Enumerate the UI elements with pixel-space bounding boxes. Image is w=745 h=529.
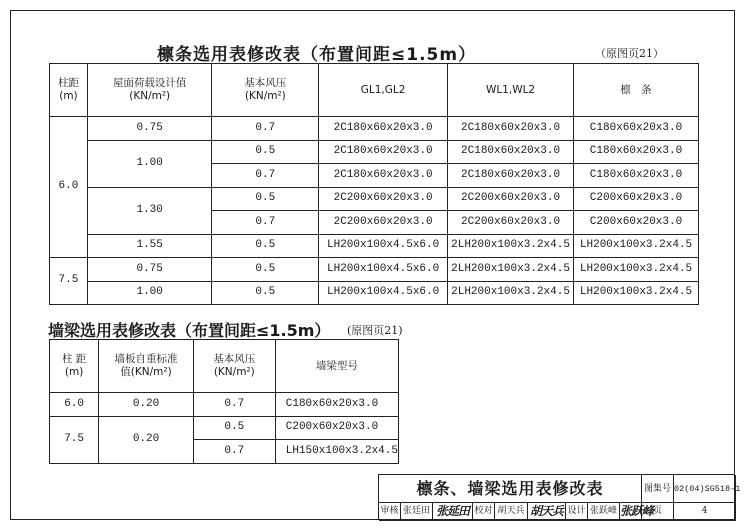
span-cell: 7.5 — [50, 416, 99, 463]
purlin-table — [49, 63, 699, 305]
designer-name: 张跃峰 — [588, 503, 620, 521]
purlin-table-title: 檩条选用表修改表（布置间距≤1.5m） — [157, 45, 477, 65]
wl-cell: 2C180x60x20x3.0 — [448, 117, 574, 141]
design-label: 设计 — [566, 503, 588, 521]
wl-cell: 2C180x60x20x3.0 — [448, 164, 574, 188]
load-cell: 1.30 — [87, 187, 212, 234]
load-cell: 1.55 — [87, 234, 212, 258]
wind-cell: 0.7 — [193, 393, 275, 417]
purlin-cell: C200x60x20x3.0 — [574, 211, 699, 235]
header-purlin: 檩 条 — [574, 64, 699, 117]
wl-cell: 2LH200x100x3.2x4.5 — [448, 234, 574, 258]
header-span: 柱 距 (m) — [50, 340, 99, 393]
wind-cell: 0.7 — [212, 211, 319, 235]
purlin-cell: C180x60x20x3.0 — [574, 164, 699, 188]
atlas-label: 图集号 — [642, 475, 674, 503]
table-header-row — [50, 340, 399, 393]
designer-signature: 张跃峰 — [620, 503, 642, 521]
type-cell: C180x60x20x3.0 — [275, 393, 398, 417]
gl-cell: 2C200x60x20x3.0 — [319, 211, 448, 235]
title-block — [378, 474, 741, 520]
weight-cell: 0.20 — [99, 416, 194, 463]
type-cell: LH150x100x3.2x4.5 — [275, 440, 398, 464]
span-cell: 6.0 — [50, 117, 88, 258]
span-cell: 7.5 — [50, 258, 88, 305]
wl-cell: 2C180x60x20x3.0 — [448, 140, 574, 164]
table-row — [50, 258, 699, 282]
wind-cell: 0.7 — [212, 164, 319, 188]
header-gl: GL1,GL2 — [319, 64, 448, 117]
wl-cell: 2C200x60x20x3.0 — [448, 211, 574, 235]
header-span: 柱距 (m) — [50, 64, 88, 117]
wl-cell: 2C200x60x20x3.0 — [448, 187, 574, 211]
table-row — [50, 281, 699, 305]
gl-cell: 2C180x60x20x3.0 — [319, 140, 448, 164]
table-row — [50, 117, 699, 141]
purlin-cell: C180x60x20x3.0 — [574, 140, 699, 164]
gl-cell: LH200x100x4.5x6.0 — [319, 281, 448, 305]
table-header-row — [50, 64, 699, 117]
table-row — [50, 393, 399, 417]
page-number: 4 — [674, 503, 736, 521]
purlin-cell: C180x60x20x3.0 — [574, 117, 699, 141]
wind-cell: 0.5 — [193, 416, 275, 440]
wind-cell: 0.7 — [193, 440, 275, 464]
table-row — [50, 187, 699, 211]
gl-cell: 2C180x60x20x3.0 — [319, 117, 448, 141]
header-wl: WL1,WL2 — [448, 64, 574, 117]
wind-cell: 0.5 — [212, 140, 319, 164]
gl-cell: LH200x100x4.5x6.0 — [319, 234, 448, 258]
span-cell: 6.0 — [50, 393, 99, 417]
drawing-title: 檩条、墙梁选用表修改表 — [379, 475, 642, 503]
type-cell: C200x60x20x3.0 — [275, 416, 398, 440]
header-wind: 基本风压 (KN/m²) — [193, 340, 275, 393]
wind-cell: 0.5 — [212, 187, 319, 211]
purlin-cell: C200x60x20x3.0 — [574, 187, 699, 211]
table-row — [50, 234, 699, 258]
purlin-table-note: （原图页21） — [595, 47, 664, 60]
review-label: 审核 — [379, 503, 401, 521]
table-row — [50, 416, 399, 440]
header-wind: 基本风压 (KN/m²) — [212, 64, 319, 117]
wall-table-title: 墙梁选用表修改表（布置间距≤1.5m） — [48, 321, 331, 340]
page-label: 页 — [642, 503, 674, 521]
purlin-cell: LH200x100x3.2x4.5 — [574, 258, 699, 282]
gl-cell: 2C200x60x20x3.0 — [319, 187, 448, 211]
atlas-number: 02(04)SG518-1 — [674, 475, 736, 503]
header-load: 屋面荷载设计值 (KN/m²) — [87, 64, 212, 117]
reviewer-signature: 张延田 — [433, 503, 473, 521]
wind-cell: 0.7 — [212, 117, 319, 141]
load-cell: 1.00 — [87, 281, 212, 305]
header-weight: 墙板自重标准 值(KN/m²) — [99, 340, 194, 393]
reviewer-name: 张廷田 — [401, 503, 433, 521]
gl-cell: 2C180x60x20x3.0 — [319, 164, 448, 188]
load-cell: 1.00 — [87, 140, 212, 187]
wall-beam-table — [49, 339, 399, 464]
wind-cell: 0.5 — [212, 281, 319, 305]
wind-cell: 0.5 — [212, 258, 319, 282]
purlin-cell: LH200x100x3.2x4.5 — [574, 281, 699, 305]
wind-cell: 0.5 — [212, 234, 319, 258]
check-label: 校对 — [473, 503, 495, 521]
gl-cell: LH200x100x4.5x6.0 — [319, 258, 448, 282]
wall-table-note: (原图页21) — [347, 324, 403, 337]
wl-cell: 2LH200x100x3.2x4.5 — [448, 281, 574, 305]
table-row — [50, 140, 699, 164]
purlin-cell: LH200x100x3.2x4.5 — [574, 234, 699, 258]
load-cell: 0.75 — [87, 117, 212, 141]
wl-cell: 2LH200x100x3.2x4.5 — [448, 258, 574, 282]
load-cell: 0.75 — [87, 258, 212, 282]
header-type: 墙梁型号 — [275, 340, 398, 393]
checker-name: 胡天兵 — [495, 503, 528, 521]
checker-signature: 胡天兵 — [528, 503, 566, 521]
weight-cell: 0.20 — [99, 393, 194, 417]
